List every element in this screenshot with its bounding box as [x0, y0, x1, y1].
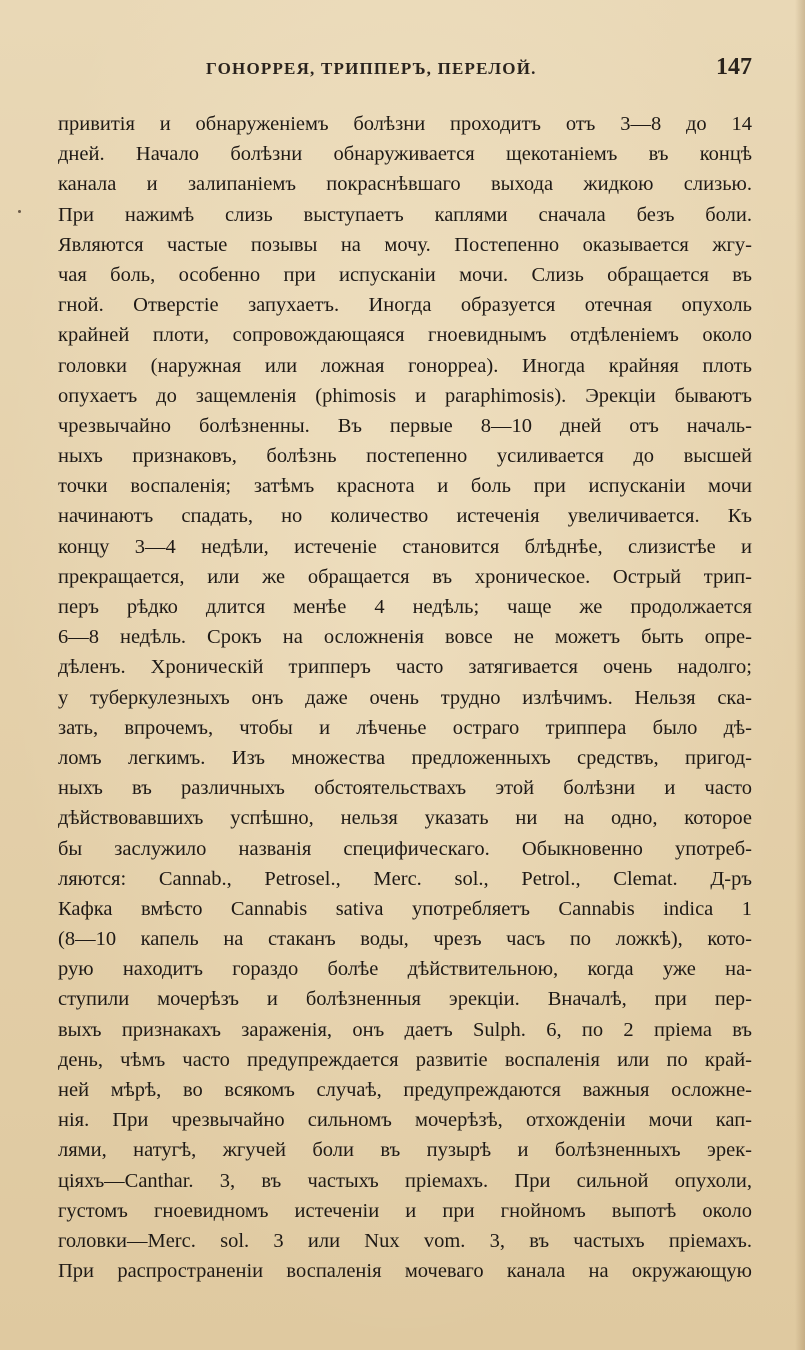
text-line: точки воспаленія; затѣмъ краснота и боль при испусканіи мочи — [58, 475, 752, 498]
text-line: ней мѣрѣ, во всякомъ случаѣ, предупреждаются важныя осложне- — [58, 1079, 752, 1101]
text-line: (8—10 капель на стаканъ воды, чрезъ часъ по ложкѣ), кото- — [58, 928, 752, 951]
text-line: головки—Merc. sol. 3 или Nux vom. 3, въ частыхъ пріемахъ. — [58, 1229, 752, 1252]
text-line: рую находитъ гораздо болѣе дѣйствительною, когда уже на- — [58, 958, 752, 981]
body-text — [58, 109, 752, 1286]
text-line: нія. При чрезвычайно сильномъ мочерѣзѣ, отхожденіи мочи кап- — [58, 1109, 752, 1132]
text-line: При нажимѣ слизь выступаетъ каплями сначала безъ боли. — [58, 203, 752, 226]
margin-speck — [18, 210, 21, 213]
text-line: ныхъ признаковъ, болѣзнь постепенно усиливается до высшей — [58, 445, 752, 468]
text-line: опухаетъ до защемленія (phimosis и paraphimosis). Эрекціи бываютъ — [58, 384, 752, 407]
text-line: чая боль, особенно при испусканіи мочи. Слизь обращается въ — [58, 263, 752, 286]
text-line: ціяхъ—Canthar. 3, въ частыхъ пріемахъ. При сильной опухоли, — [58, 1169, 752, 1192]
text-line: прекращается, или же обращается въ хроническое. Острый трип- — [58, 565, 752, 588]
text-line: привитія и обнаруженіемъ болѣзни проходитъ отъ 3—8 до 14 — [58, 113, 752, 135]
text-line: гной. Отверстіе запухаетъ. Иногда образуется отечная опухоль — [58, 294, 752, 317]
text-line: дѣленъ. Хроническій трипперъ часто затягивается очень надолго; — [58, 656, 752, 679]
text-line: крайней плоти, сопровождающаяся гноевиднымъ отдѣленіемъ около — [58, 324, 752, 347]
text-line: густомъ гноевидномъ истеченіи и при гнойномъ выпотѣ около — [58, 1199, 752, 1222]
text-line: концу 3—4 недѣли, истеченіе становится блѣднѣе, слизистѣе и — [58, 535, 752, 558]
text-line: день, чѣмъ часто предупреждается развитіе воспаленія или по край- — [58, 1048, 752, 1071]
text-line: ляются: Cannab., Petrosel., Merc. sol., Petrol., Clemat. Д-ръ — [58, 867, 752, 890]
text-line: ныхъ въ различныхъ обстоятельствахъ этой болѣзни и часто — [58, 777, 752, 800]
text-line: бы заслужило названія специфическаго. Обыкновенно употреб- — [58, 837, 752, 860]
text-line: начинаютъ спадать, но количество истеченія увеличивается. Къ — [58, 505, 752, 528]
text-line: головки (наружная или ложная гонорреа). Иногда крайняя плоть — [58, 354, 752, 377]
text-line: канала и залипаніемъ покраснѣвшаго выхода жидкою слизью. — [58, 173, 752, 196]
text-line: Кафка вмѣсто Cannabis sativa употребляетъ Cannabis indica 1 — [58, 897, 752, 920]
text-line: ломъ легкимъ. Изъ множества предложенныхъ средствъ, пригод- — [58, 746, 752, 769]
text-line: Являются частые позывы на мочу. Постепенно оказывается жгу- — [58, 233, 752, 256]
page-number: 147 — [716, 54, 752, 80]
text-line: лями, натугѣ, жгучей боли въ пузырѣ и болѣзненныхъ эрек- — [58, 1139, 752, 1162]
text-line: зать, впрочемъ, чтобы и лѣченье остраго триппера было дѣ- — [58, 716, 752, 739]
text-line: дѣйствовавшихъ успѣшно, нельзя указать ни на одно, которое — [58, 807, 752, 830]
text-line: перъ рѣдко длится менѣе 4 недѣль; чаще же продолжается — [58, 596, 752, 618]
running-head — [58, 56, 752, 86]
text-line: При распространеніи воспаленія мочеваго канала на окружающую — [58, 1260, 752, 1283]
text-line: чрезвычайно болѣзненны. Въ первые 8—10 дней отъ началь- — [58, 414, 752, 437]
text-line: у туберкулезныхъ онъ даже очень трудно излѣчимъ. Нельзя ска- — [58, 686, 752, 709]
text-line: выхъ признакахъ зараженія, онъ даетъ Sulph. 6, по 2 пріема въ — [58, 1018, 752, 1041]
text-line: дней. Начало болѣзни обнаруживается щекотаніемъ въ концѣ — [58, 143, 752, 166]
text-line: ступили мочерѣзъ и болѣзненныя эрекціи. Вначалѣ, при пер- — [58, 988, 752, 1011]
text-line: 6—8 недѣль. Срокъ на осложненія вовсе не можетъ быть опре- — [58, 626, 752, 649]
running-title: ГОНОРРЕЯ, ТРИППЕРЪ, ПЕРЕЛОЙ. — [206, 59, 537, 78]
